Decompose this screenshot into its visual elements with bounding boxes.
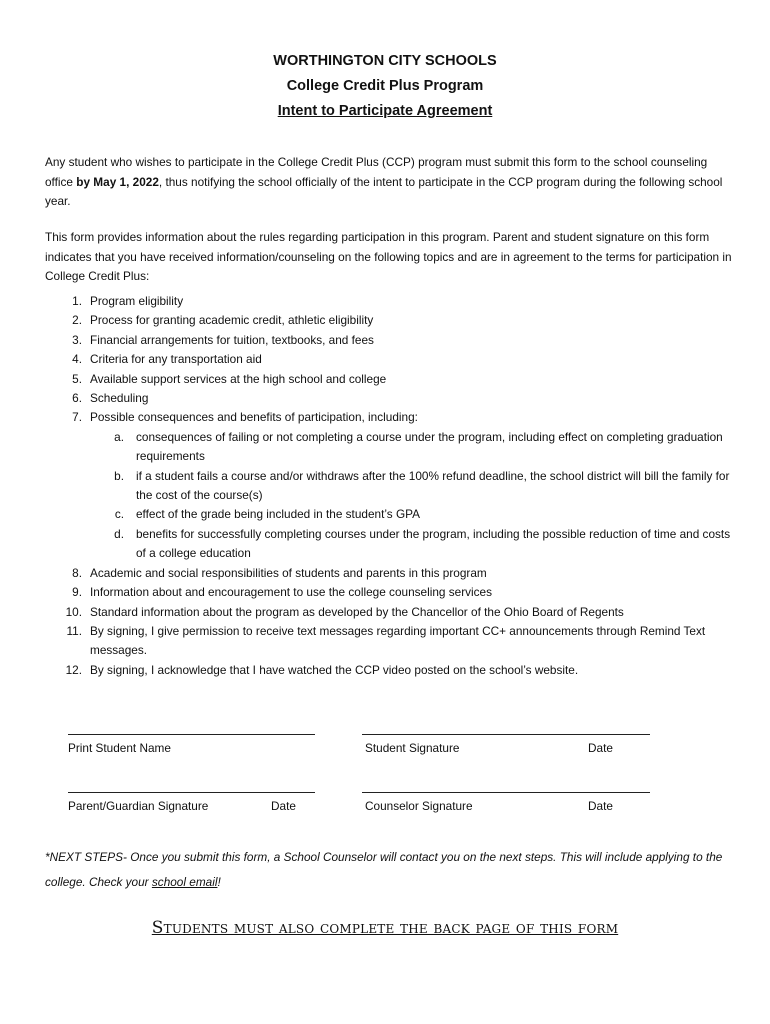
list-item: 5. Available support services at the high school and college <box>72 371 387 386</box>
district-name: WORTHINGTON CITY SCHOOLS <box>273 53 497 69</box>
sub-list-item: b. if a student fails a course and/or withdraws after the 100% refund deadline, the school district will bill the family for the cost of the course(s) <box>114 468 730 503</box>
intro-paragraph: Any student who wishes to participate in the College Credit Plus (CCP) program must submit this form to the school counseling office by May 1, 2022, thus notifying the school officially of the intent to participate in the CCP program during the following school year. <box>45 155 723 208</box>
counselor-signature-line[interactable] <box>362 792 650 793</box>
form-title: Intent to Participate Agreement <box>277 103 493 119</box>
student-signature-label: Student Signature <box>365 741 460 755</box>
date-label: Date <box>271 799 296 813</box>
list-item: 6. Scheduling <box>72 391 149 406</box>
sub-list-item: a. consequences of failing or not completing a course under the program, including effect on completing graduation requirements <box>114 429 723 464</box>
parent-signature-label: Parent/Guardian Signature <box>68 799 209 813</box>
back-page-notice: Students must also complete the back page of this form <box>151 918 619 938</box>
program-name: College Credit Plus Program <box>286 78 484 94</box>
list-item: 4. Criteria for any transportation aid <box>72 352 262 367</box>
topics-list <box>45 292 735 680</box>
list-item: 11. By signing, I give permission to receive text messages regarding important CC+ announcements through Remind Text messages. <box>66 623 706 658</box>
date-label: Date <box>588 741 613 755</box>
next-steps-note: *NEXT STEPS- Once you submit this form, a School Counselor will contact you on the next steps. This will include applying to the college. Check your school email! <box>45 850 723 889</box>
print-student-name-label: Print Student Name <box>68 741 171 755</box>
list-item: 9. Information about and encouragement to use the college counseling services <box>72 585 493 600</box>
info-paragraph: This form provides information about the rules regarding participation in this program. Parent and student signature on this form indicates that you have received information/counseling on the following topics and are in agreement to the terms for participation in College Credit Plus: <box>45 230 732 283</box>
student-signature-line[interactable] <box>362 734 650 735</box>
list-item: 2. Process for granting academic credit, athletic eligibility <box>72 313 374 328</box>
parent-signature-line[interactable] <box>68 792 315 793</box>
school-email-link[interactable]: school email <box>151 875 218 889</box>
sub-list-item: d. benefits for successfully completing courses under the program, including the possible reduction of time and costs of a college education <box>114 526 731 561</box>
list-item: 12. By signing, I acknowledge that I have watched the CCP video posted on the school’s website. <box>65 662 579 677</box>
form-header <box>0 49 770 124</box>
list-item: 10. Standard information about the program as developed by the Chancellor of the Ohio Board of Regents <box>65 604 624 619</box>
student-name-line[interactable] <box>68 734 315 735</box>
date-label: Date <box>588 799 613 813</box>
list-item: 3. Financial arrangements for tuition, textbooks, and fees <box>72 332 374 347</box>
counselor-signature-label: Counselor Signature <box>365 799 473 813</box>
list-item: 7. Possible consequences and benefits of participation, including: <box>72 410 418 425</box>
list-item: 8. Academic and social responsibilities of students and parents in this program <box>72 565 487 580</box>
list-item: 1. Program eligibility <box>72 294 184 308</box>
sub-list-item: c. effect of the grade being included in the student’s GPA <box>114 507 420 522</box>
deadline: by May 1, 2022 <box>76 174 159 189</box>
